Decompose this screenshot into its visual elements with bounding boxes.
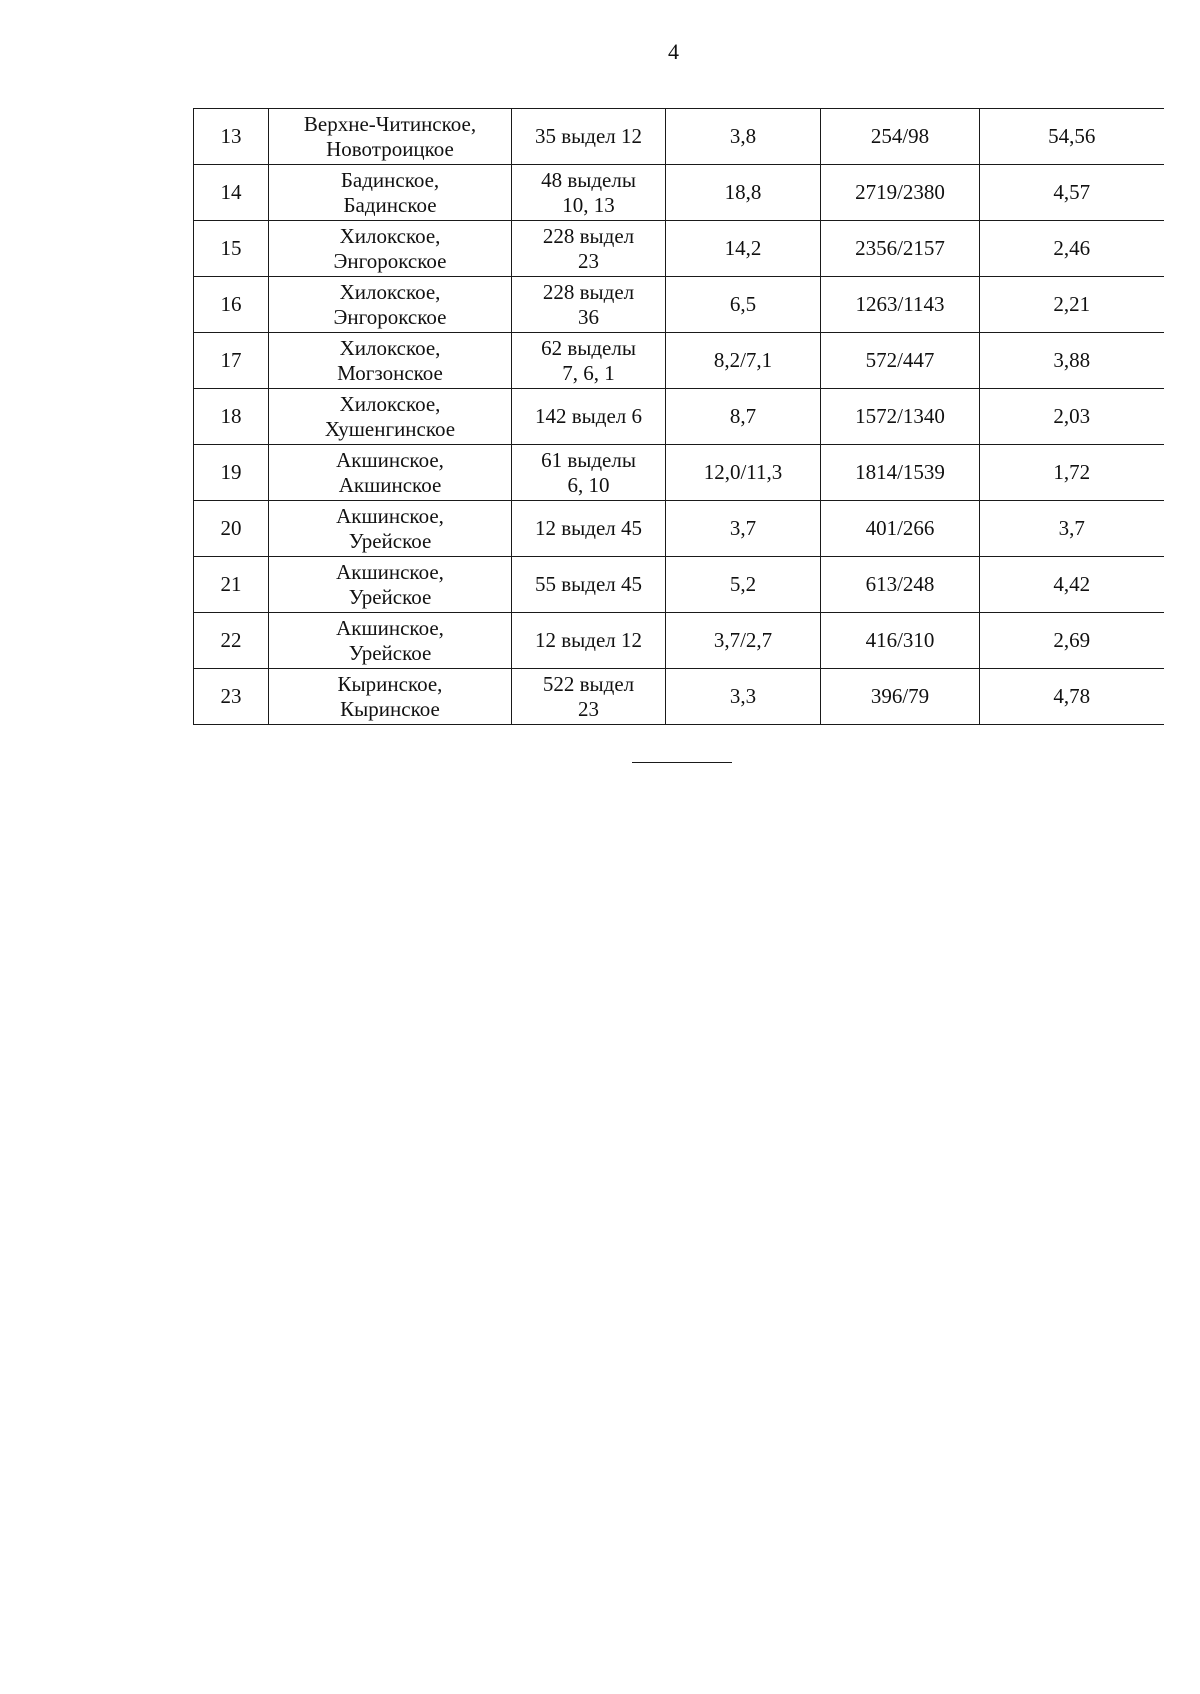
cell-block-line: 48 выделы [541, 167, 636, 192]
end-of-document-rule [632, 762, 732, 763]
cell-name-line: Хилокское, [339, 279, 441, 304]
cell-name [269, 669, 512, 725]
cell-no: 13 [194, 109, 269, 165]
table-row [194, 165, 1164, 221]
cell-block-line: 228 выдел [542, 223, 635, 248]
cell-name [269, 389, 512, 445]
cell-name-line: Акшинское, [336, 503, 444, 528]
cell-block [512, 333, 666, 389]
cell-no: 18 [194, 389, 269, 445]
cell-volume: 396/79 [821, 669, 980, 725]
cell-area: 14,2 [666, 221, 821, 277]
cell-name-line: Хушенгинское [324, 416, 456, 441]
cell-block-line: 23 [578, 696, 599, 721]
cell-block-line: 10, 13 [562, 192, 615, 217]
cell-area: 3,7/2,7 [666, 613, 821, 669]
cell-block [512, 445, 666, 501]
page-number: 4 [668, 39, 679, 64]
cell-no: 22 [194, 613, 269, 669]
cell-name-line: Кыринское, [337, 671, 443, 696]
cell-area: 18,8 [666, 165, 821, 221]
cell-block [512, 557, 666, 613]
cell-no: 17 [194, 333, 269, 389]
cell-value: 2,69 [980, 613, 1164, 669]
cell-volume: 2719/2380 [821, 165, 980, 221]
cell-volume: 401/266 [821, 501, 980, 557]
cell-volume: 1263/1143 [821, 277, 980, 333]
cell-name-line: Кыринское [340, 696, 440, 721]
table-row [194, 389, 1164, 445]
table-row [194, 333, 1164, 389]
cell-block [512, 501, 666, 557]
cell-area: 5,2 [666, 557, 821, 613]
cell-block [512, 277, 666, 333]
cell-name-line: Акшинское, [336, 615, 444, 640]
cell-block-line: 7, 6, 1 [562, 360, 615, 385]
cell-area: 6,5 [666, 277, 821, 333]
cell-name-line: Могзонское [337, 360, 443, 385]
cell-volume: 572/447 [821, 333, 980, 389]
cell-value: 4,42 [980, 557, 1164, 613]
cell-area: 12,0/11,3 [666, 445, 821, 501]
cell-volume: 416/310 [821, 613, 980, 669]
cell-name-line: Акшинское, [336, 559, 444, 584]
cell-block-line: 62 выделы [541, 335, 636, 360]
cell-name [269, 445, 512, 501]
cell-name [269, 221, 512, 277]
cell-no: 14 [194, 165, 269, 221]
cell-name-line: Верхне-Читинское, [303, 111, 477, 136]
table-row [194, 445, 1164, 501]
cell-name-line: Энгорокское [333, 248, 447, 273]
cell-name-line: Бадинское [343, 192, 437, 217]
cell-name [269, 557, 512, 613]
cell-value: 3,88 [980, 333, 1164, 389]
cell-block [512, 613, 666, 669]
cell-no: 16 [194, 277, 269, 333]
cell-value: 1,72 [980, 445, 1164, 501]
table-row [194, 501, 1164, 557]
cell-value: 3,7 [980, 501, 1164, 557]
cell-no: 21 [194, 557, 269, 613]
cell-volume: 2356/2157 [821, 221, 980, 277]
cell-area: 8,7 [666, 389, 821, 445]
cell-area: 3,3 [666, 669, 821, 725]
cell-name [269, 165, 512, 221]
table-body [194, 109, 1164, 725]
cell-name-line: Акшинское [338, 472, 442, 497]
cell-name [269, 333, 512, 389]
cell-block-line: 35 выдел 12 [534, 124, 642, 148]
cell-value: 2,46 [980, 221, 1164, 277]
cell-block [512, 389, 666, 445]
cell-no: 15 [194, 221, 269, 277]
cell-block [512, 669, 666, 725]
cell-name-line: Урейское [348, 528, 432, 553]
cell-block [512, 221, 666, 277]
cell-area: 3,8 [666, 109, 821, 165]
cell-no: 19 [194, 445, 269, 501]
table-row [194, 277, 1164, 333]
table-row [194, 221, 1164, 277]
cell-block-line: 228 выдел [542, 279, 635, 304]
cell-block-line: 23 [578, 248, 599, 273]
cell-name-line: Новотроицкое [326, 136, 454, 161]
cell-block-line: 36 [578, 304, 599, 329]
cell-block-line: 12 выдел 45 [534, 516, 642, 540]
cell-volume: 254/98 [821, 109, 980, 165]
cell-block-line: 12 выдел 12 [534, 628, 642, 652]
cell-block-line: 61 выделы [541, 447, 636, 472]
cell-block-line: 142 выдел 6 [534, 404, 642, 428]
table-row [194, 613, 1164, 669]
cell-name [269, 109, 512, 165]
cell-block-line: 522 выдел [542, 671, 635, 696]
cell-block [512, 109, 666, 165]
table-row [194, 557, 1164, 613]
cell-value: 2,21 [980, 277, 1164, 333]
cell-block-line: 55 выдел 45 [534, 572, 642, 596]
cell-value: 4,78 [980, 669, 1164, 725]
cell-name [269, 501, 512, 557]
cell-block-line: 6, 10 [567, 472, 610, 497]
cell-name-line: Урейское [348, 640, 432, 665]
cell-area: 8,2/7,1 [666, 333, 821, 389]
cell-volume: 1814/1539 [821, 445, 980, 501]
cell-name-line: Хилокское, [339, 391, 441, 416]
cell-no: 23 [194, 669, 269, 725]
forest-plots-table [193, 108, 1164, 725]
cell-volume: 613/248 [821, 557, 980, 613]
table-row [194, 669, 1164, 725]
cell-name-line: Хилокское, [339, 335, 441, 360]
cell-name-line: Энгорокское [333, 304, 447, 329]
cell-name-line: Бадинское, [340, 167, 440, 192]
cell-value: 2,03 [980, 389, 1164, 445]
cell-name-line: Урейское [348, 584, 432, 609]
cell-name [269, 277, 512, 333]
cell-name [269, 613, 512, 669]
cell-area: 3,7 [666, 501, 821, 557]
cell-value: 54,56 [980, 109, 1164, 165]
table-row [194, 109, 1164, 165]
cell-volume: 1572/1340 [821, 389, 980, 445]
cell-name-line: Хилокское, [339, 223, 441, 248]
cell-no: 20 [194, 501, 269, 557]
cell-block [512, 165, 666, 221]
cell-value: 4,57 [980, 165, 1164, 221]
cell-name-line: Акшинское, [336, 447, 444, 472]
